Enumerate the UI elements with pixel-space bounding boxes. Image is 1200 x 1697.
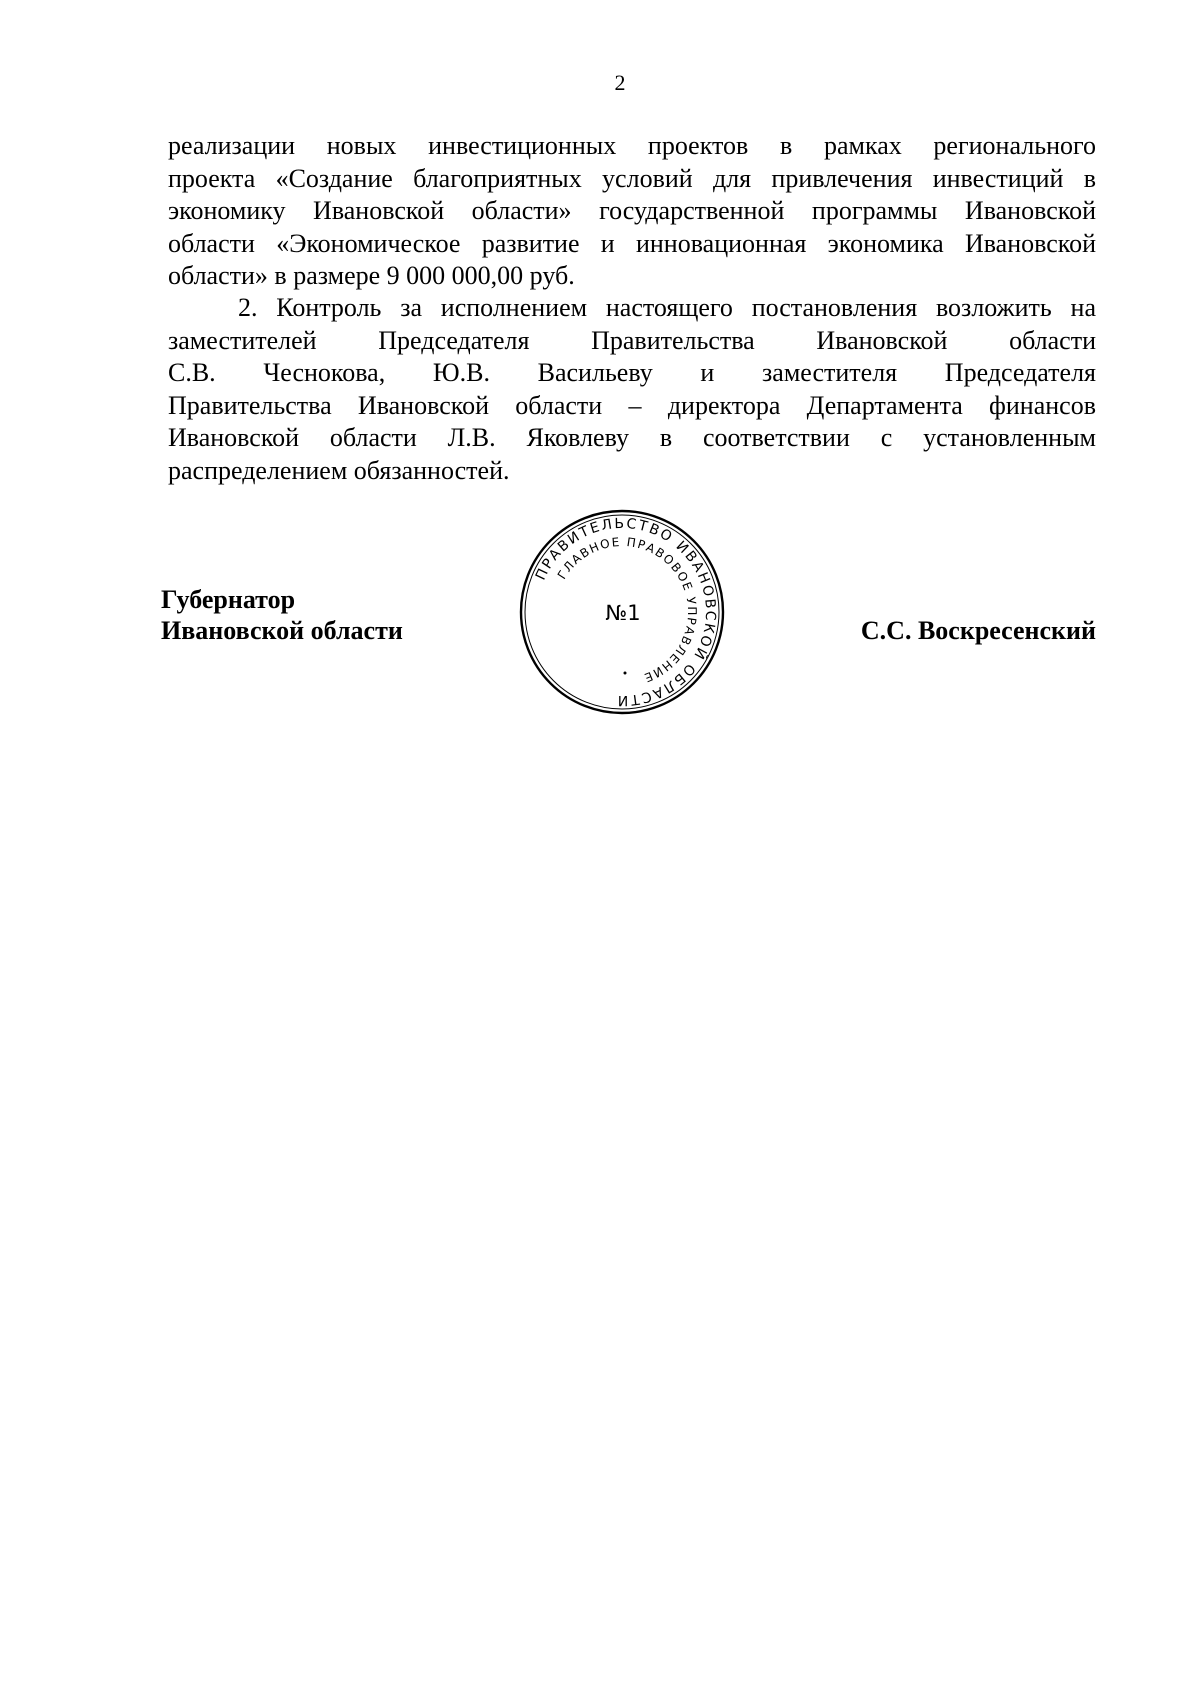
paragraph-2-line: заместителей Председателя Правительства Ивановской области [168, 325, 1096, 355]
paragraph-2-line: 2. Контроль за исполнением настоящего постановления возложить на [238, 293, 1096, 322]
paragraph-2-line: Ивановской области Л.В. Яковлеву в соответствии с установленным [168, 423, 1096, 452]
stamp-outer-text: ПРАВИТЕЛЬСТВО ИВАНОВСКОЙ ОБЛАСТИ [532, 515, 719, 709]
stamp-dot [624, 672, 627, 675]
paragraph-1-line: реализации новых инвестиционных проектов в рамках регионального [168, 131, 1096, 160]
signature-name: С.С. Воскресенский [860, 616, 1096, 645]
paragraph-1 [168, 130, 1096, 293]
paragraph-2-line: С.В. Чеснокова, Ю.В. Васильеву и заместителя Председателя [168, 358, 1096, 387]
position-line-2: Ивановской области [161, 616, 403, 645]
page-number: 2 [614, 70, 626, 95]
paragraph-1-line: проекта «Создание благоприятных условий для привлечения инвестиций в [168, 163, 1096, 193]
stamp-inner-text: ГЛАВНОЕ ПРАВОВОЕ УПРАВЛЕНИЕ [554, 534, 700, 686]
paragraph-1-line: экономику Ивановской области» государственной программы Ивановской [168, 196, 1096, 225]
paragraph-1-line: области «Экономическое развитие и инновационная экономика Ивановской [168, 228, 1096, 258]
paragraph-2-line: Правительства Ивановской области – директора Департамента финансов [168, 390, 1096, 420]
paragraph-2-line: распределением обязанностей. [168, 455, 510, 485]
paragraph-2 [168, 292, 1096, 487]
stamp-number: №1 [605, 601, 641, 625]
official-stamp [517, 507, 727, 717]
position-line-1: Губернатор [161, 585, 296, 614]
signature-position [161, 584, 403, 646]
paragraph-1-line: области» в размере 9 000 000,00 руб. [168, 261, 575, 290]
